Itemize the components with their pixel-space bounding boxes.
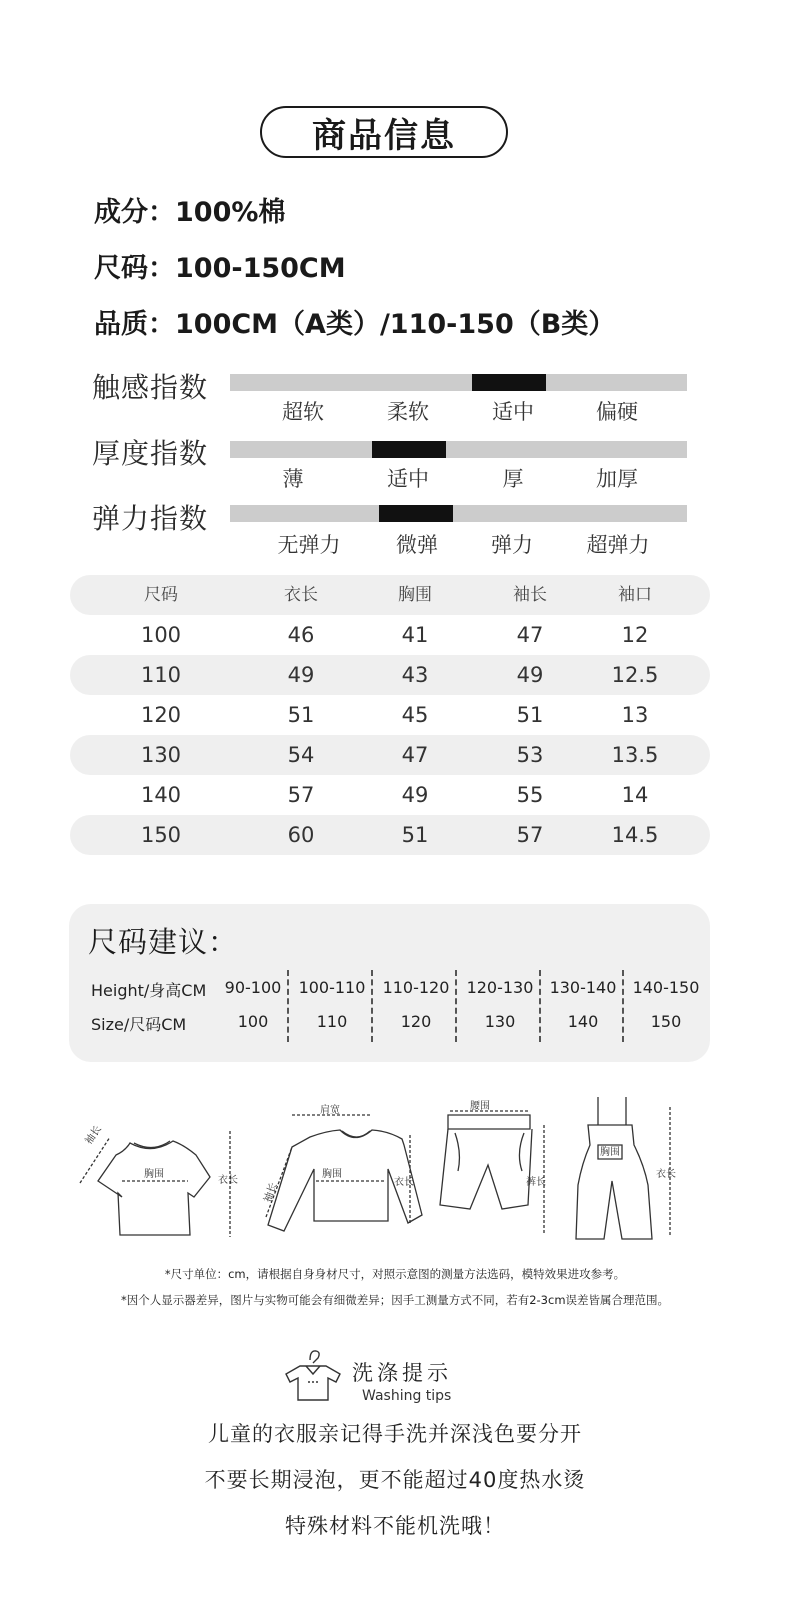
elasticity-index-marker [379,505,453,522]
table-cell: 51 [401,823,429,847]
display-difference-note: *因个人显示器差异，图片与实物可能会有细微差异；因手工测量方式不同，若有2-3cm误差皆属合理范围。 [120,1293,670,1307]
size-cell: 130 [484,1012,516,1031]
elasticity-index-bar [230,505,687,522]
height-range-cell: 120-130 [466,978,534,997]
table-cell: 100 [140,623,182,647]
quality-value: 100CM（A类）/110-150（B类） [175,309,616,340]
table-cell: 14 [621,783,649,807]
table-cell: 140 [140,783,182,807]
table-cell: 13.5 [611,743,659,767]
table-cell: 57 [287,783,315,807]
table-header-cell: 衣长 [284,585,318,605]
pants-length-label: 裤长 [526,1177,546,1188]
table-cell: 57 [516,823,544,847]
table-cell: 46 [287,623,315,647]
table-cell: 110 [140,663,182,687]
size-cell: 100 [237,1012,269,1031]
washing-line-2: 不要长期浸泡，更不能超过40度热水烫 [204,1468,586,1492]
overalls-length-label: 衣长 [656,1169,676,1180]
washing-line-3: 特殊材料不能机洗哦！ [285,1514,505,1538]
sweater-chest-label: 胸围 [322,1169,342,1180]
softness-index-label: 触感指数 [92,371,209,404]
size-range-label: 尺码： [94,253,175,284]
table-header-cell: 袖长 [513,585,547,605]
table-cell: 12 [621,623,649,647]
tshirt-sleeve-label: 袖长 [83,1124,104,1147]
softness-option: 适中 [492,400,534,424]
size-cell: 110 [316,1012,348,1031]
softness-index-marker [472,374,546,391]
thickness-index-bar [230,441,687,458]
sweater-length-label: 衣长 [394,1177,414,1188]
column-divider [622,970,624,1042]
height-range-cell: 130-140 [549,978,617,997]
table-cell: 47 [401,743,429,767]
washing-tips-subtitle: Washing tips [362,1388,452,1404]
size-recommendation-title: 尺码建议： [88,925,239,959]
measurement-note: *尺寸单位：cm，请根据自身身材尺寸，对照示意图的测量方法选码，模特效果进攻参考。 [164,1267,626,1281]
table-cell: 49 [516,663,544,687]
quality-label: 品质： [94,309,175,340]
table-row [70,695,710,735]
composition-label: 成分： [94,197,175,228]
height-range-cell: 110-120 [382,978,450,997]
size-cell: 140 [567,1012,599,1031]
sweater-shoulder-label: 肩宽 [320,1105,340,1116]
table-row [70,655,710,695]
table-row [70,775,710,815]
tshirt-length-label: 衣长 [218,1175,238,1186]
table-cell: 49 [401,783,429,807]
sweater-sleeve-label: 袖长 [262,1181,280,1205]
thickness-option: 厚 [502,467,524,491]
thickness-option: 薄 [282,467,304,491]
thickness-option: 适中 [387,467,429,491]
softness-option: 柔软 [387,400,429,424]
size-row-label: Size/尺码CM [91,1015,187,1034]
measurement-diagrams [70,1085,720,1255]
elasticity-option: 无弹力 [277,533,341,557]
hanger-shirt-icon [282,1346,344,1404]
softness-option: 超软 [282,400,324,424]
table-cell: 45 [401,703,429,727]
table-cell: 47 [516,623,544,647]
height-row-label: Height/身高CM [91,981,207,1000]
table-cell: 51 [287,703,315,727]
elasticity-option: 弹力 [491,533,533,557]
table-header-cell: 尺码 [144,585,178,605]
size-range-line [94,246,346,285]
thickness-option: 加厚 [596,467,638,491]
tshirt-diagram-icon [80,1131,230,1237]
table-cell: 12.5 [611,663,659,687]
table-cell: 53 [516,743,544,767]
column-divider [371,970,373,1042]
table-cell: 55 [516,783,544,807]
washing-tips-title: 洗涤提示 [352,1361,452,1385]
composition-line [94,190,285,229]
tshirt-chest-label: 胸围 [144,1169,164,1180]
thickness-index-label: 厚度指数 [92,437,209,470]
table-row [70,615,710,655]
pants-waist-label: 腰围 [470,1101,490,1112]
elasticity-option: 超弹力 [586,533,650,557]
page-title: 商品信息 [260,106,508,158]
table-row [70,735,710,775]
column-divider [539,970,541,1042]
overalls-chest-label: 胸围 [600,1147,620,1158]
softness-index-bar [230,374,687,391]
overalls-diagram-icon [576,1097,670,1239]
table-cell: 13 [621,703,649,727]
softness-option: 偏硬 [596,400,638,424]
table-header-cell: 袖口 [618,585,652,605]
table-cell: 120 [140,703,182,727]
elasticity-index-label: 弹力指数 [92,502,209,535]
size-range-value: 100-150CM [175,253,346,284]
table-cell: 41 [401,623,429,647]
table-row [70,815,710,855]
size-cell: 150 [650,1012,682,1031]
size-cell: 120 [400,1012,432,1031]
table-cell: 49 [287,663,315,687]
table-cell: 14.5 [611,823,659,847]
table-header-cell: 胸围 [398,585,432,605]
column-divider [287,970,289,1042]
height-range-cell: 90-100 [224,978,282,997]
elasticity-option: 微弹 [396,533,438,557]
sweater-diagram-icon [266,1115,422,1231]
height-range-cell: 140-150 [632,978,700,997]
table-cell: 150 [140,823,182,847]
column-divider [455,970,457,1042]
height-range-cell: 100-110 [298,978,366,997]
table-cell: 54 [287,743,315,767]
table-cell: 51 [516,703,544,727]
size-table-header [70,575,710,615]
pants-diagram-icon [440,1111,544,1235]
composition-value: 100%棉 [175,197,286,228]
table-cell: 130 [140,743,182,767]
quality-line [94,302,615,341]
thickness-index-marker [372,441,446,458]
table-cell: 60 [287,823,315,847]
washing-line-1: 儿童的衣服亲记得手洗并深浅色要分开 [208,1422,582,1446]
table-cell: 43 [401,663,429,687]
